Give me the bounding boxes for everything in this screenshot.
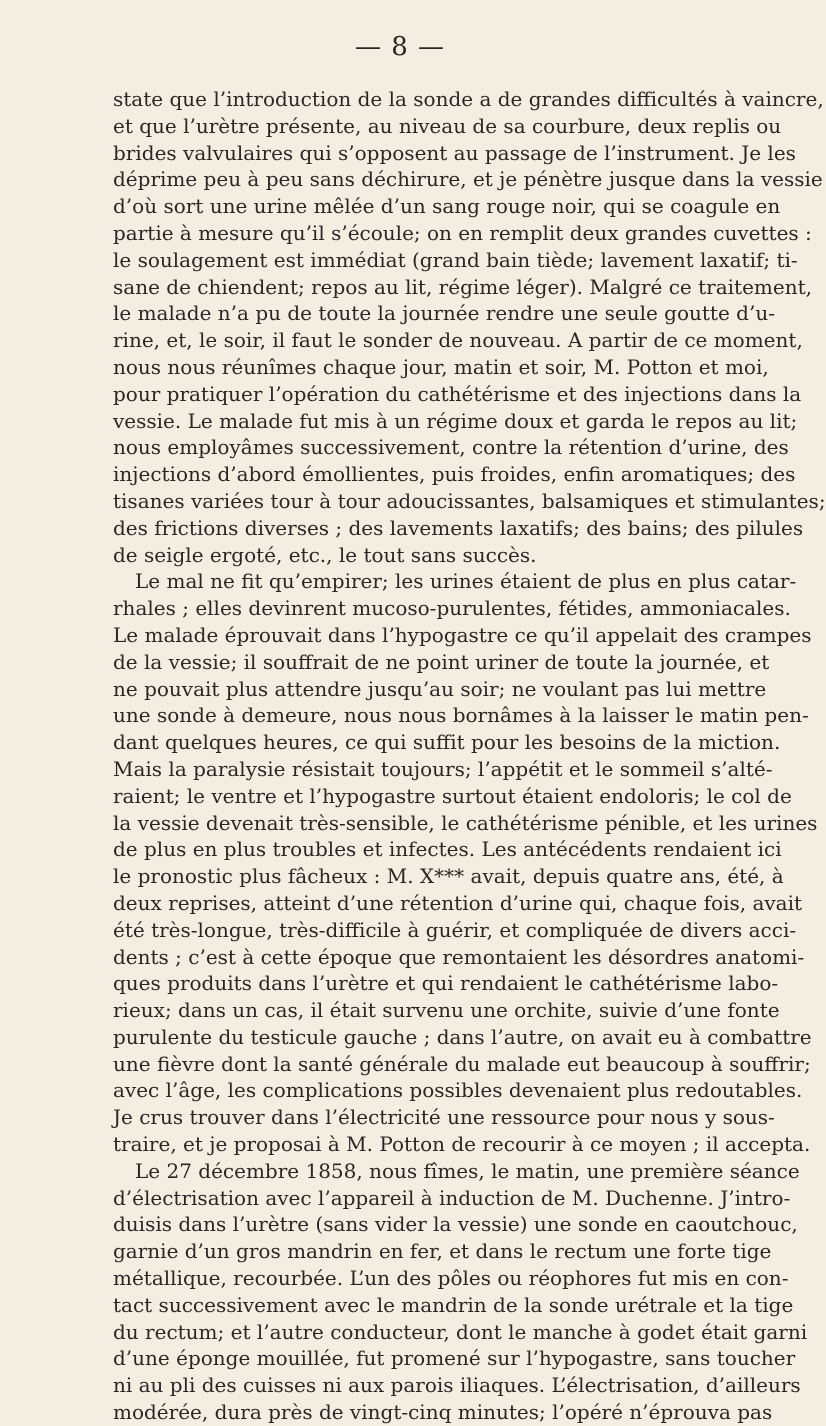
text-line: nous nous réunîmes chaque jour, matin et soir, M. Potton et moi, bbox=[113, 354, 769, 379]
text-line: du rectum; et l’autre conducteur, dont le manche à godet était garni bbox=[113, 1319, 808, 1344]
text-line: d’où sort une urine mêlée d’un sang rouge noir, qui se coagule en bbox=[113, 194, 781, 219]
text-line: garnie d’un gros mandrin en fer, et dans le rectum une forte tige bbox=[113, 1239, 772, 1264]
text-line: rine, et, le soir, il faut le sonder de nouveau. A partir de ce moment, bbox=[113, 328, 803, 353]
text-line: ques produits dans l’urètre et qui rendaient le cathétérisme labo- bbox=[113, 971, 779, 996]
text-line: la vessie devenait très-sensible, le cathétérisme pénible, et les urines bbox=[113, 810, 818, 835]
text-line: de seigle ergoté, etc., le tout sans succès. bbox=[113, 542, 537, 567]
text-line: rhales ; elles devinrent mucoso-purulentes, fétides, ammoniacales. bbox=[113, 596, 791, 621]
text-line: brides valvulaires qui s’opposent au passage de l’instrument. Je les bbox=[113, 140, 796, 165]
text-line: le soulagement est immédiat (grand bain tiède; lavement laxatif; ti- bbox=[113, 247, 798, 272]
text-line: métallique, recourbée. L’un des pôles ou réophores fut mis en con- bbox=[113, 1266, 789, 1291]
text-line: dant quelques heures, ce qui suffit pour les besoins de la miction. bbox=[113, 730, 781, 755]
text-line: duisis dans l’urètre (sans vider la vessie) une sonde en caoutchouc, bbox=[113, 1212, 798, 1237]
text-line: injections d’abord émollientes, puis froides, enfin aromatiques; des bbox=[113, 462, 796, 487]
text-line: tact successivement avec le mandrin de la sonde urétrale et la tige bbox=[113, 1292, 794, 1317]
text-line: et que l’urètre présente, au niveau de sa courbure, deux replis ou bbox=[113, 113, 782, 138]
text-line: deux reprises, atteint d’une rétention d’urine qui, chaque fois, avait bbox=[113, 890, 803, 915]
text-line: Mais la paralysie résistait toujours; l’appétit et le sommeil s’alté- bbox=[113, 756, 773, 781]
text-line: été très-longue, très-difficile à guérir, et compliquée de divers acci- bbox=[113, 917, 797, 942]
text-line: vessie. Le malade fut mis à un régime doux et garda le repos au lit; bbox=[113, 408, 798, 433]
text-line: partie à mesure qu’il s’écoule; on en remplit deux grandes cuvettes : bbox=[113, 220, 812, 245]
page-number: — 8 — bbox=[354, 32, 446, 62]
text-line: rieux; dans un cas, il était survenu une orchite, suivie d’une fonte bbox=[113, 998, 780, 1023]
text-line: ne pouvait plus attendre jusqu’au soir; ne voulant pas lui mettre bbox=[113, 676, 767, 701]
body-text bbox=[113, 86, 826, 1426]
text-line: une fièvre dont la santé générale du malade eut beaucoup à souffrir; bbox=[113, 1051, 811, 1076]
text-line: déprime peu à peu sans déchirure, et je pénètre jusque dans la vessie bbox=[113, 167, 823, 192]
text-line: le malade n’a pu de toute la journée rendre une seule goutte d’u- bbox=[113, 301, 775, 326]
text-line: d’une éponge mouillée, fut promené sur l’hypogastre, sans toucher bbox=[113, 1346, 796, 1371]
text-line: raient; le ventre et l’hypogastre surtout étaient endoloris; le col de bbox=[113, 783, 792, 808]
text-line: avec l’âge, les complications possibles devenaient plus redoutables. bbox=[113, 1078, 803, 1103]
text-line: une sonde à demeure, nous nous bornâmes à la laisser le matin pen- bbox=[113, 703, 809, 728]
text-line: nous employâmes successivement, contre la rétention d’urine, des bbox=[113, 435, 789, 460]
text-line: de plus en plus troubles et infectes. Les antécédents rendaient ici bbox=[113, 837, 782, 862]
text-line: des frictions diverses ; des lavements laxatifs; des bains; des pilules bbox=[113, 515, 804, 540]
text-line: Je crus trouver dans l’électricité une ressource pour nous y sous- bbox=[113, 1105, 775, 1130]
text-line: Le mal ne fit qu’empirer; les urines étaient de plus en plus catar- bbox=[135, 569, 797, 594]
text-line: sane de chiendent; repos au lit, régime léger). Malgré ce traitement, bbox=[113, 274, 812, 299]
text-line: purulente du testicule gauche ; dans l’autre, on avait eu à combattre bbox=[113, 1024, 812, 1049]
text-line: d’électrisation avec l’appareil à induction de M. Duchenne. J’intro- bbox=[113, 1185, 791, 1210]
text-line: Le malade éprouvait dans l’hypogastre ce qu’il appelait des crampes bbox=[113, 622, 812, 647]
text-line: state que l’introduction de la sonde a de grandes difficultés à vaincre, bbox=[113, 87, 824, 111]
text-line: Le 27 décembre 1858, nous fîmes, le matin, une première séance bbox=[135, 1158, 800, 1183]
text-line: modérée, dura près de vingt-cinq minutes; l’opéré n’éprouva pas bbox=[113, 1400, 773, 1425]
text-line: traire, et je proposai à M. Potton de recourir à ce moyen ; il accepta. bbox=[113, 1132, 811, 1157]
text-line: de la vessie; il souffrait de ne point uriner de toute la journée, et bbox=[113, 649, 770, 674]
text-line: tisanes variées tour à tour adoucissantes, balsamiques et stimulantes; bbox=[113, 488, 826, 513]
text-line: pour pratiquer l’opération du cathétérisme et des injections dans la bbox=[113, 381, 802, 406]
text-line: dents ; c’est à cette époque que remontaient les désordres anatomi- bbox=[113, 944, 805, 969]
text-line: ni au pli des cuisses ni aux parois iliaques. L’électrisation, d’ailleurs bbox=[113, 1373, 801, 1398]
text-line: le pronostic plus fâcheux : M. X*** avait, depuis quatre ans, été, à bbox=[113, 864, 784, 889]
